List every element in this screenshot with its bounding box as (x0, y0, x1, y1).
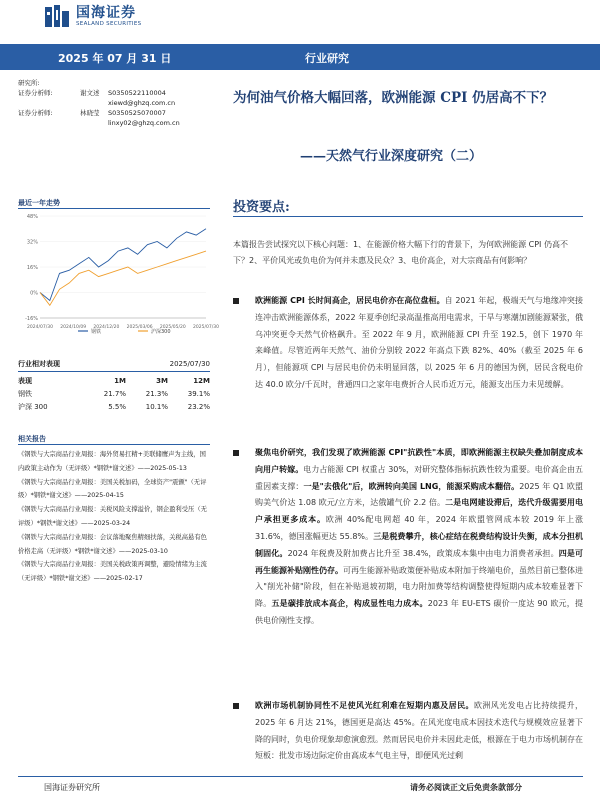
x-tick-label: 2024/10/09 (60, 325, 87, 330)
related-heading: 相关报告 (18, 435, 46, 443)
bullet-icon (233, 298, 239, 304)
investment-intro: 本篇报告尝试探究以下核心问题：1、在能源价格大幅下行的背景下，为何欧洲能源 CPI 仍高不下？2、平价风光或负电价为何并未惠及民众？3、电价高企，对大宗商品有何影响？ (233, 240, 568, 266)
footer-disclaimer: 请务必阅读正文后免责条款部分 (410, 783, 522, 792)
related-report-link[interactable]: 《钢铁与大宗商品行业周报：海外贸易扛精+美联储鹰声为主线，国内政策主动作为（无评级）*钢铁*谢文述》——2025-05-13 (18, 451, 206, 472)
analyst-row (18, 118, 210, 128)
analyst-label: 证券分析师: (18, 109, 53, 117)
footer-divider (18, 776, 583, 777)
perf-header-row (18, 374, 210, 387)
x-tick-label: 2024/07/30 (27, 325, 53, 330)
investment-divider (233, 216, 583, 217)
highlight-paragraph-2 (233, 445, 583, 630)
performance-table (18, 357, 210, 413)
para-text: 可再生能源补贴政策便补贴成本附加于终端电价，虽然目前已整体进入"削光补储"阶段，但在补贴退坡初期，电力附加费等结构调整使得短期内成本较难显著下降。 (255, 565, 583, 609)
report-type: 行业研究 (305, 52, 349, 65)
analyst-name: 林晓莹 (80, 109, 100, 117)
perf-cell: 21.7% (103, 389, 126, 398)
analyst-row (18, 88, 210, 98)
related-report-link[interactable]: 《钢铁与大宗商品行业周报：美国关税加码，全球资产"震颤"（无评级）*钢铁*谢文述》——2025-04-15 (18, 478, 207, 500)
para-bold: 二是电网建设滞后，迭代升级需要用电户承担更多成本。 (255, 498, 584, 525)
para-bold: 欧洲市场机制协同性不足使风光红利难在短期内惠及居民。 (255, 701, 474, 710)
related-reports-list (18, 448, 210, 586)
perf-row (18, 387, 210, 400)
logo-text-cn: 国海证券 (76, 4, 136, 21)
analyst-name (80, 98, 108, 108)
perf-cell: 5.5% (108, 402, 126, 411)
perf-col-header: 表现 (18, 376, 32, 385)
report-title: 为何油气价格大幅回落，欧洲能源 CPI 仍居高不下？ (233, 90, 554, 106)
analyst-label (18, 118, 80, 128)
perf-heading: 行业相对表现 (18, 359, 60, 368)
perf-col-header: 1M (114, 376, 126, 385)
trend-divider (18, 208, 210, 209)
x-tick-label: 2025/07/30 (193, 325, 219, 330)
y-tick-label: -16% (25, 316, 38, 322)
analyst-row (18, 98, 210, 108)
series-line-沪深300 (40, 251, 206, 305)
y-tick-label: 16% (26, 265, 38, 271)
para-text: 电力占能源 CPI 权重占 30%，对研究整体指标抗跌性较为重要。电价高企由五重因素支撑： (255, 464, 583, 491)
para-bold: 一是"去俄化"后，欧洲转向美国 LNG，能源采购成本翻倍。 (303, 481, 520, 491)
para-bold: 四是可再生能源补贴刚性仍存。 (255, 548, 584, 575)
footer-institute: 国海证券研究所 (44, 783, 100, 792)
y-tick-label: 48% (26, 214, 38, 220)
analyst-row (18, 108, 210, 118)
analyst-label (18, 98, 80, 108)
analyst-id: S0350522110004 (108, 89, 166, 97)
investment-heading: 投资要点: (233, 200, 290, 215)
para-text: 欧洲 40%配电网超 40 年，2024 年欧盟管网成本较 2019 年上涨 31.6%，德国涨幅更达 55.8%。 (255, 515, 584, 541)
logo-text-en: SEALAND SECURITIES (76, 20, 142, 27)
series-line-钢铁 (40, 229, 206, 301)
perf-date: 2025/07/30 (169, 359, 210, 368)
bullet-icon (233, 703, 239, 709)
analyst-name: 谢文述 (80, 89, 100, 97)
perf-cell: 钢铁 (18, 389, 32, 398)
para-text: 2024 年税费及附加费占比升至 38.4%，政策成本集中由电力消费者承担。 (287, 548, 559, 558)
perf-cell: 21.3% (145, 389, 168, 398)
perf-divider (18, 371, 210, 372)
report-date: 2025 年 07 月 31 日 (58, 52, 172, 65)
analyst-heading: 研究所: (18, 79, 40, 87)
y-tick-label: 0% (30, 290, 38, 297)
perf-cell: 10.1% (145, 402, 168, 411)
company-logo (44, 3, 141, 29)
analyst-email[interactable]: xiewd@ghzq.com.cn (108, 99, 176, 107)
x-tick-label: 2025/03/06 (126, 325, 153, 330)
related-report-link[interactable]: 《钢铁与大宗商品行业周报：关税风险支撑溢价，钢企盈利受压（无评级）*钢铁*谢文述》——2025-03-24 (18, 506, 207, 527)
related-report-link[interactable]: 《钢铁与大宗商品行业周报：美国关税政策再调整，避险情绪为主流（无评级）*钢铁*谢文述》——2025-02-17 (18, 561, 207, 583)
y-tick-label: 32% (26, 239, 38, 246)
related-report-link[interactable]: 《钢铁与大宗商品行业周报：会议落地聚焦精细扶落，关税高悬有色价格走高（无评级）*钢铁*谢文述》——2025-03-10 (18, 533, 207, 555)
para-text: 欧洲风光发电占比持续提升，2025 年 6 月达 21%，德国更是高达 45%。在风光度电成本因技术迭代与规模效应显著下降的同时，负电价现象却愈演愈烈。然而居民电价并未因此走低，根源在于电力市场机制存在短板：批发市场边际定价由高成本气电主导，即便风光过剩 (255, 701, 584, 761)
analyst-block (18, 78, 210, 128)
perf-cell: 39.1% (187, 389, 210, 398)
trend-chart-svg (18, 210, 219, 335)
analyst-id: S0350525070007 (108, 109, 166, 117)
highlight-paragraph-1 (233, 293, 583, 394)
related-divider (18, 444, 210, 445)
legend-label: 沪深300 (151, 329, 171, 335)
para-bold: 五是碳排放成本高企，构成显性电力成本。 (271, 599, 428, 609)
para-bold: 欧洲能源 CPI 长时间高企，居民电价亦在高位盘桓。 (255, 296, 445, 305)
perf-cell: 23.2% (187, 402, 210, 411)
trend-heading: 最近一年走势 (18, 199, 60, 207)
report-subtitle: ——天然气行业深度研究（二） (300, 149, 483, 164)
perf-title-row (18, 357, 210, 370)
perf-cell: 沪深 300 (18, 402, 48, 411)
analyst-name (80, 118, 108, 128)
para-text: 自 2021 年起，极端天气与地缘冲突接连冲击欧洲能源体系，2022 年夏季创纪录高温推高用电需求，干旱与寒潮加剧能源紧张，俄乌冲突更令天然气价格飙升。至 2022 年 9 月，欧洲能源 CPI 升至 192.5，创下 1970 年来峰值。尽管近两年天然气、油价分别较 2022 年高点下跌 82%、40%（截至 2025 年 6 月），但能源项 CPI 与居民电价仍未明显回落，以 2025 年 6 月的德国为例，居民含税电价达 40.0 欧分/千瓦时，普通四口之家年电费折合人民币近万元，能源支出压力未见缓解。 (255, 296, 583, 389)
para-bold: 聚焦电价研究，我们发现了欧洲能源 CPI"抗跌性"本质，即欧洲能源主权缺失叠加制度成本向用户转嫁。 (255, 448, 583, 474)
legend-label: 钢铁 (91, 329, 102, 335)
perf-row (18, 400, 210, 413)
para-text: 2023 年 EU-ETS 碳价一度达 90 欧元，提供电价刚性支撑。 (255, 599, 584, 625)
logo-mark-icon (44, 3, 70, 29)
highlight-paragraph-3 (233, 698, 583, 765)
perf-col-header: 12M (193, 376, 210, 385)
analyst-email[interactable]: linxy02@ghzq.com.cn (108, 119, 180, 127)
para-text: 2025 年 Q1 欧盟购美气价达 1.08 欧元/立方米，达俄罐气价 2.2 倍。 (255, 481, 584, 508)
analyst-label: 证券分析师: (18, 89, 53, 97)
x-tick-label: 2025/05/20 (159, 325, 186, 330)
x-tick-label: 2024/12/20 (93, 325, 120, 330)
perf-col-header: 3M (156, 376, 168, 385)
para-bold: 三是税费攀升，核心症结在税费结构设计失衡，成本分担机制固化。 (255, 531, 584, 558)
bullet-icon (233, 450, 239, 456)
trend-chart (18, 210, 219, 335)
